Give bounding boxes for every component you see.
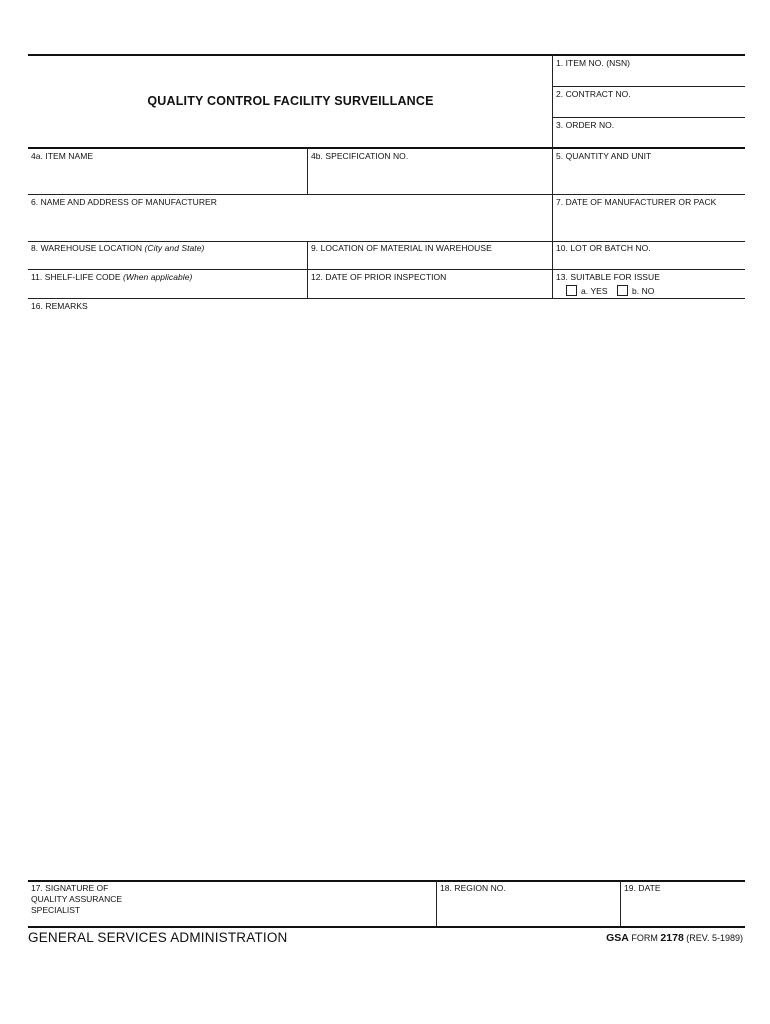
item-name-field[interactable]: 4a. ITEM NAME <box>31 151 94 161</box>
remarks-top-line <box>28 298 745 299</box>
date-manufacture-field[interactable]: 7. DATE OF MANUFACTURER OR PACK <box>556 197 717 207</box>
prior-inspection-field[interactable]: 12. DATE OF PRIOR INSPECTION <box>311 272 447 282</box>
form-identifier <box>606 932 743 944</box>
row4-divider-b <box>552 148 553 194</box>
warehouse-location-field[interactable] <box>31 243 204 254</box>
row6-top-line <box>28 194 745 195</box>
order-no-field[interactable]: 3. ORDER NO. <box>556 120 615 130</box>
date-field[interactable]: 19. DATE <box>624 883 661 893</box>
location-in-warehouse-field[interactable]: 9. LOCATION OF MATERIAL IN WAREHOUSE <box>311 243 492 253</box>
form-revision: (REV. 5-1989) <box>686 933 743 943</box>
warehouse-location-label: 8. WAREHOUSE LOCATION <box>31 243 143 253</box>
contract-no-bottom-line <box>553 117 745 118</box>
form-word: FORM <box>631 933 658 943</box>
signature-divider-a <box>436 881 437 927</box>
signature-label-line2: QUALITY ASSURANCE <box>31 894 123 904</box>
quantity-unit-field[interactable]: 5. QUANTITY AND UNIT <box>556 151 652 161</box>
specification-no-field[interactable]: 4b. SPECIFICATION NO. <box>311 151 409 161</box>
region-no-field[interactable]: 18. REGION NO. <box>440 883 506 893</box>
form-prefix: GSA <box>606 932 629 944</box>
signature-label-line3: SPECIALIST <box>31 905 81 915</box>
manufacturer-field[interactable]: 6. NAME AND ADDRESS OF MANUFACTURER <box>31 197 217 207</box>
top-border <box>28 54 745 56</box>
warehouse-location-note: (City and State) <box>144 243 205 253</box>
shelf-life-label: 11. SHELF-LIFE CODE <box>31 272 121 282</box>
signature-field[interactable] <box>31 883 122 916</box>
yes-checkbox[interactable] <box>566 285 577 296</box>
shelf-life-field[interactable] <box>31 272 192 283</box>
suitable-for-issue-label: 13. SUITABLE FOR ISSUE <box>556 272 660 282</box>
agency-name: GENERAL SERVICES ADMINISTRATION <box>28 930 288 945</box>
contract-no-field[interactable]: 2. CONTRACT NO. <box>556 89 631 99</box>
item-no-field[interactable]: 1. ITEM NO. (NSN) <box>556 58 631 68</box>
yes-option-label: a. YES <box>581 286 608 296</box>
row11-top-line <box>28 269 745 270</box>
bottom-border <box>28 926 745 928</box>
row4-top-line <box>28 147 745 149</box>
signature-divider-b <box>620 881 621 927</box>
form-number: 2178 <box>660 932 684 944</box>
lot-batch-field[interactable]: 10. LOT OR BATCH NO. <box>556 243 651 253</box>
shelf-life-note: (When applicable) <box>123 272 193 282</box>
row6-divider <box>552 194 553 241</box>
form-title: QUALITY CONTROL FACILITY SURVEILLANCE <box>147 94 434 108</box>
remarks-field[interactable]: 16. REMARKS <box>31 301 88 311</box>
no-option-label: b. NO <box>632 286 655 296</box>
no-checkbox[interactable] <box>617 285 628 296</box>
row4-divider-a <box>307 148 308 194</box>
row8-top-line <box>28 241 745 242</box>
signature-row-top-line <box>28 880 745 882</box>
signature-label-line1: 17. SIGNATURE OF <box>31 883 109 893</box>
item-no-bottom-line <box>553 86 745 87</box>
